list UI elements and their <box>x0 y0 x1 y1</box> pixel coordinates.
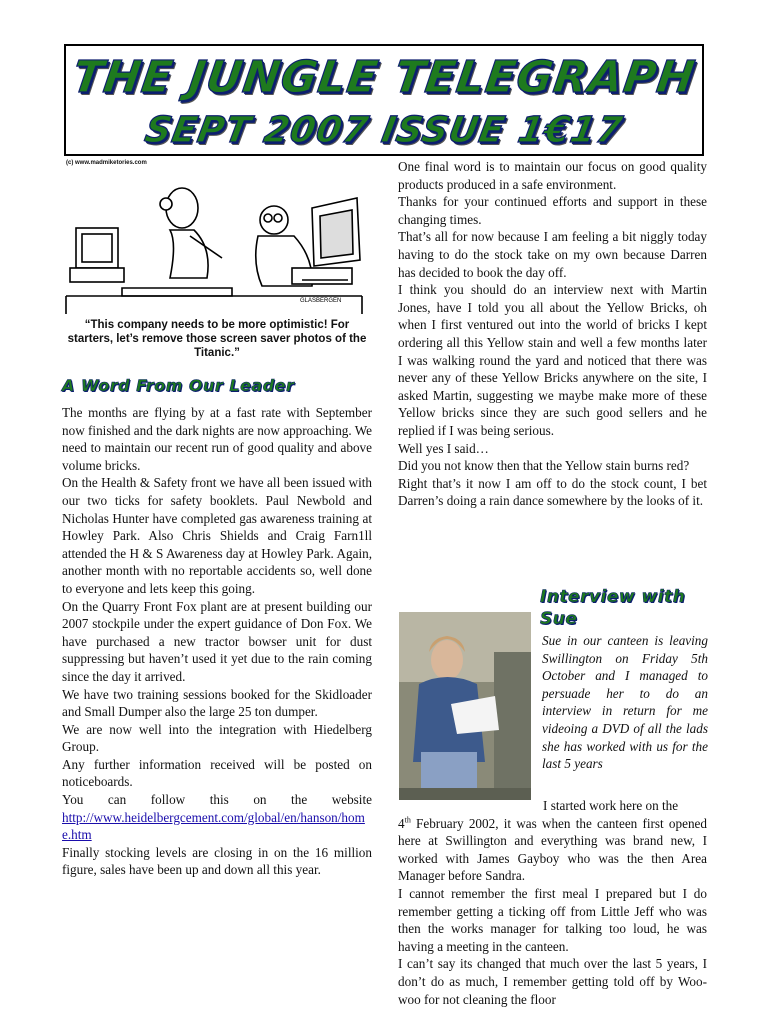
right-paragraph: One final word is to maintain our focus on good quality products produced in a safe environment. <box>398 159 707 192</box>
left-column <box>62 160 372 878</box>
leader-paragraph: On the Health & Safety front we have all been issued with our two ticks for safety booklets. Paul Newbold and Nicholas Hunter have completed gas awareness training at Howley Park. Also Chris Shields and Craig Farn1ll attended the H & S Awareness day at Howley Park. Again, another month with no reportable accidents so, well done to everyone and lets keep this going. <box>62 475 372 596</box>
cartoon <box>62 160 372 368</box>
interview-paragraph-3: I can’t say its changed that much over the last 5 years, I don’t do as much, I remember getting told off by Woo-woo for not cleaning the floor <box>398 956 707 1007</box>
sue-photo <box>399 612 531 800</box>
leader-paragraph: We are now well into the integration with Hiedelberg Group. <box>62 721 372 755</box>
masthead <box>64 44 704 156</box>
interview-intro: Sue in our canteen is leaving Swillington on Friday 5th October and I managed to persuade her to do an interview in return for me videoing a DVD of all the lads she has worked with us for the last 5 years <box>542 633 708 772</box>
interview-body <box>398 797 707 1008</box>
right-paragraph: I think you should do an interview next with Martin Jones, have I told you all about the Yellow Bricks, oh when I first ventured out into the world of bricks I kept ordering all this Yellow stain and well a few months later I was walking round the yard and noticed that there was never any of these Yellow Bricks anywhere on the site, I asked Martin, suggesting we maybe make more of these Yellow bricks since they are such good sellers and he replied if I was being serious. <box>398 282 707 438</box>
leader-article <box>62 404 372 879</box>
issue-line: SEPT 2007 ISSUE 1€17 <box>141 110 627 151</box>
right-paragraph: Right that’s it now I am off to do the stock count, I bet Darren’s doing a rain dance somewhere by the looks of it. <box>398 475 707 509</box>
heidelberg-website-link[interactable]: http://www.heidelbergcement.com/global/en/hanson/home.htm <box>62 809 365 843</box>
leader-paragraph: On the Quarry Front Fox plant are at present building our 2007 stockpile under the expert guidance of Don Fox. We have purchased a new tractor bowser unit for dust suppressing but haven’t used it yet due to the rain coming since the day it arrived. <box>62 598 372 684</box>
right-paragraph: That’s all for now because I am feeling a bit niggly today having to do the stock take on my own because Darren has decided to book the day off. <box>398 229 707 280</box>
right-paragraph: Thanks for your continued efforts and support in these changing times. <box>398 194 707 227</box>
leader-paragraph: You can follow this on the website <box>62 792 372 808</box>
right-column <box>398 158 707 510</box>
interview-paragraph-2: I cannot remember the first meal I prepared but I do remember getting a ticking off from Little Jeff who was then the works manager for talking too loud, he was having a meeting in the canteen. <box>398 885 707 954</box>
leader-paragraph: The months are flying by at a fast rate with September now finished and the dark nights are now approaching. We need to maintain our recent run of good quality and above volume bricks. <box>62 405 372 473</box>
right-paragraph: Well yes I said… <box>398 440 489 456</box>
right-paragraph: Did you not know then that the Yellow stain burns red? <box>398 458 690 474</box>
leader-paragraph: Any further information received will be posted on noticeboards. <box>62 756 372 790</box>
cartoon-drawing <box>62 168 372 318</box>
leader-heading: A Word From Our Leader <box>62 376 295 395</box>
newsletter-title: THE JUNGLE TELEGRAPH <box>69 52 699 103</box>
interview-heading: Interview with Sue <box>540 587 686 629</box>
cartoon-signature: GLASBERGEN <box>300 298 342 304</box>
interview-paragraph-1: I started work here on the 4th February 2002, it was when the canteen first opened here at Swillington and everything was brand new, I worked with James Gayboy who was the then Area Manager before Sandra. <box>398 798 707 884</box>
leader-paragraph: Finally stocking levels are closing in on the 16 million figure, sales have been up and down all this year. <box>62 844 372 878</box>
cartoon-caption: “This company needs to be more optimistic! For starters, let’s remove those screen saver photos of the Titanic.” <box>67 319 367 359</box>
cartoon-credit: (c) www.madmiketories.com <box>66 160 147 166</box>
leader-paragraph: We have two training sessions booked for the Skidloader and Small Dumper also the large 25 ton dumper. <box>62 686 372 720</box>
